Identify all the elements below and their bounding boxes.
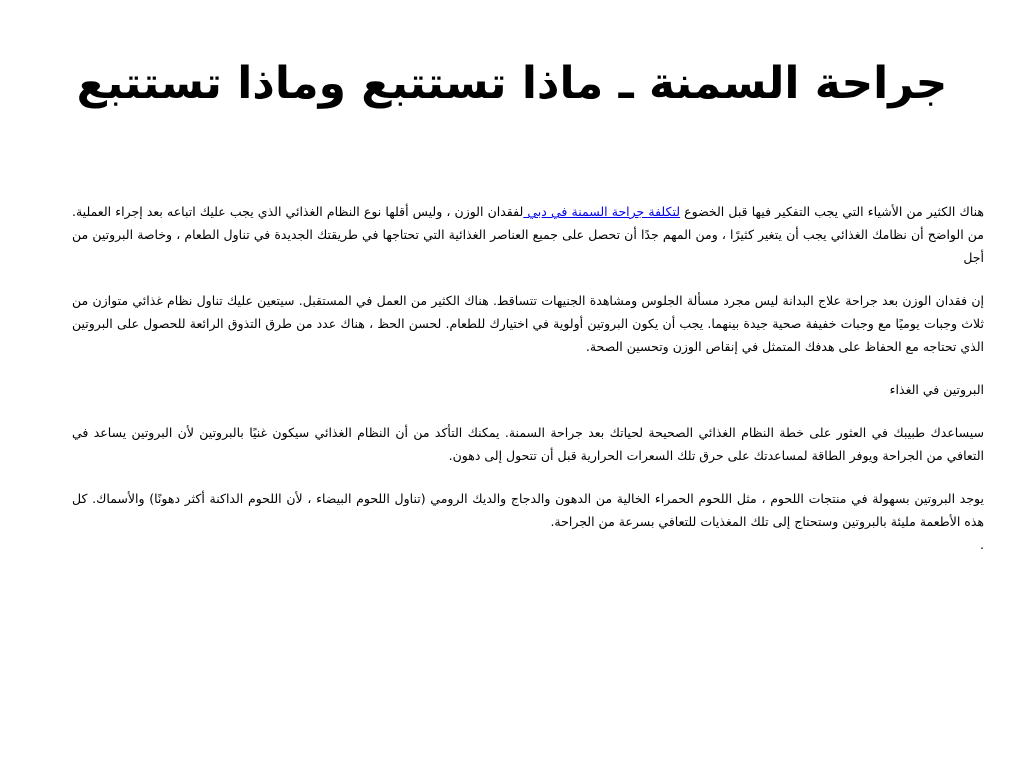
paragraph-protein-sources: يوجد البروتين بسهولة في منتجات اللحوم ، مثل اللحوم الحمراء الخالية من الدهون والدجاج والديك الرومي (تناول اللحوم البيضاء ، لأن اللحوم الداكنة أكثر دهونًا) والأسماك. كل هذه الأطعمة مليئة بالبروتين وستحتاج إلى تلك المغذيات للتعافي بسرعة من الجراحة. [72, 491, 984, 529]
trailing-dot: . [980, 537, 984, 552]
paragraph-diet-plan: سيساعدك طبيبك في العثور على خطة النظام الغذائي الصحيحة لحياتك بعد جراحة السمنة. يمكنك التأكد من أن النظام الغذائي سيكون غنيًا بالبروتين لأن البروتين يساعد في التعافي من الجراحة ويوفر الطاقة لمساعدتك على حرق تلك السعرات الحرارية قبل أن تتحول إلى دهون. [72, 425, 984, 463]
section-heading-protein: البروتين في الغذاء [889, 382, 984, 397]
bariatric-cost-link[interactable]: لتكلفة جراحة السمنة في دبي [523, 204, 681, 219]
paragraph-weight-loss: إن فقدان الوزن بعد جراحة علاج البدانة ليس مجرد مسألة الجلوس ومشاهدة الجنيهات تتساقط. هناك الكثير من العمل في المستقبل. سيتعين عليك تناول نظام غذائي متوازن من ثلاث وجبات يوميًا مع وجبات خفيفة صحية جيدة بينهما. يجب أن يكون البروتين أولوية في اختيارك للطعام. لحسن الحظ ، هناك عدد من طرق التذوق الرائعة للحصول على البروتين الذي تحتاجه مع الحفاظ على هدفك المتمثل في إنقاص الوزن وتحسين الصحة. [72, 293, 984, 354]
slide-body [72, 200, 984, 556]
paragraph-intro [72, 200, 984, 269]
paragraph-intro-before: هناك الكثير من الأشياء التي يجب التفكير فيها قبل الخضوع [680, 204, 984, 219]
paragraph-intro-after: لفقدان الوزن ، وليس أقلها نوع النظام الغذائي الذي يجب عليك اتباعه بعد إجراء العملية. من الواضح أن نظامك الغذائي يجب أن يتغير كثيرًا ، ومن المهم جدًا أن تحصل على جميع العناصر الغذائية التي تحتاجها في طريقتك الجديدة في تناول الطعام ، وخاصة البروتين من أجل [72, 204, 984, 265]
slide-title: جراحة السمنة ـ ماذا تستتبع وماذا تستتبع [76, 58, 948, 109]
